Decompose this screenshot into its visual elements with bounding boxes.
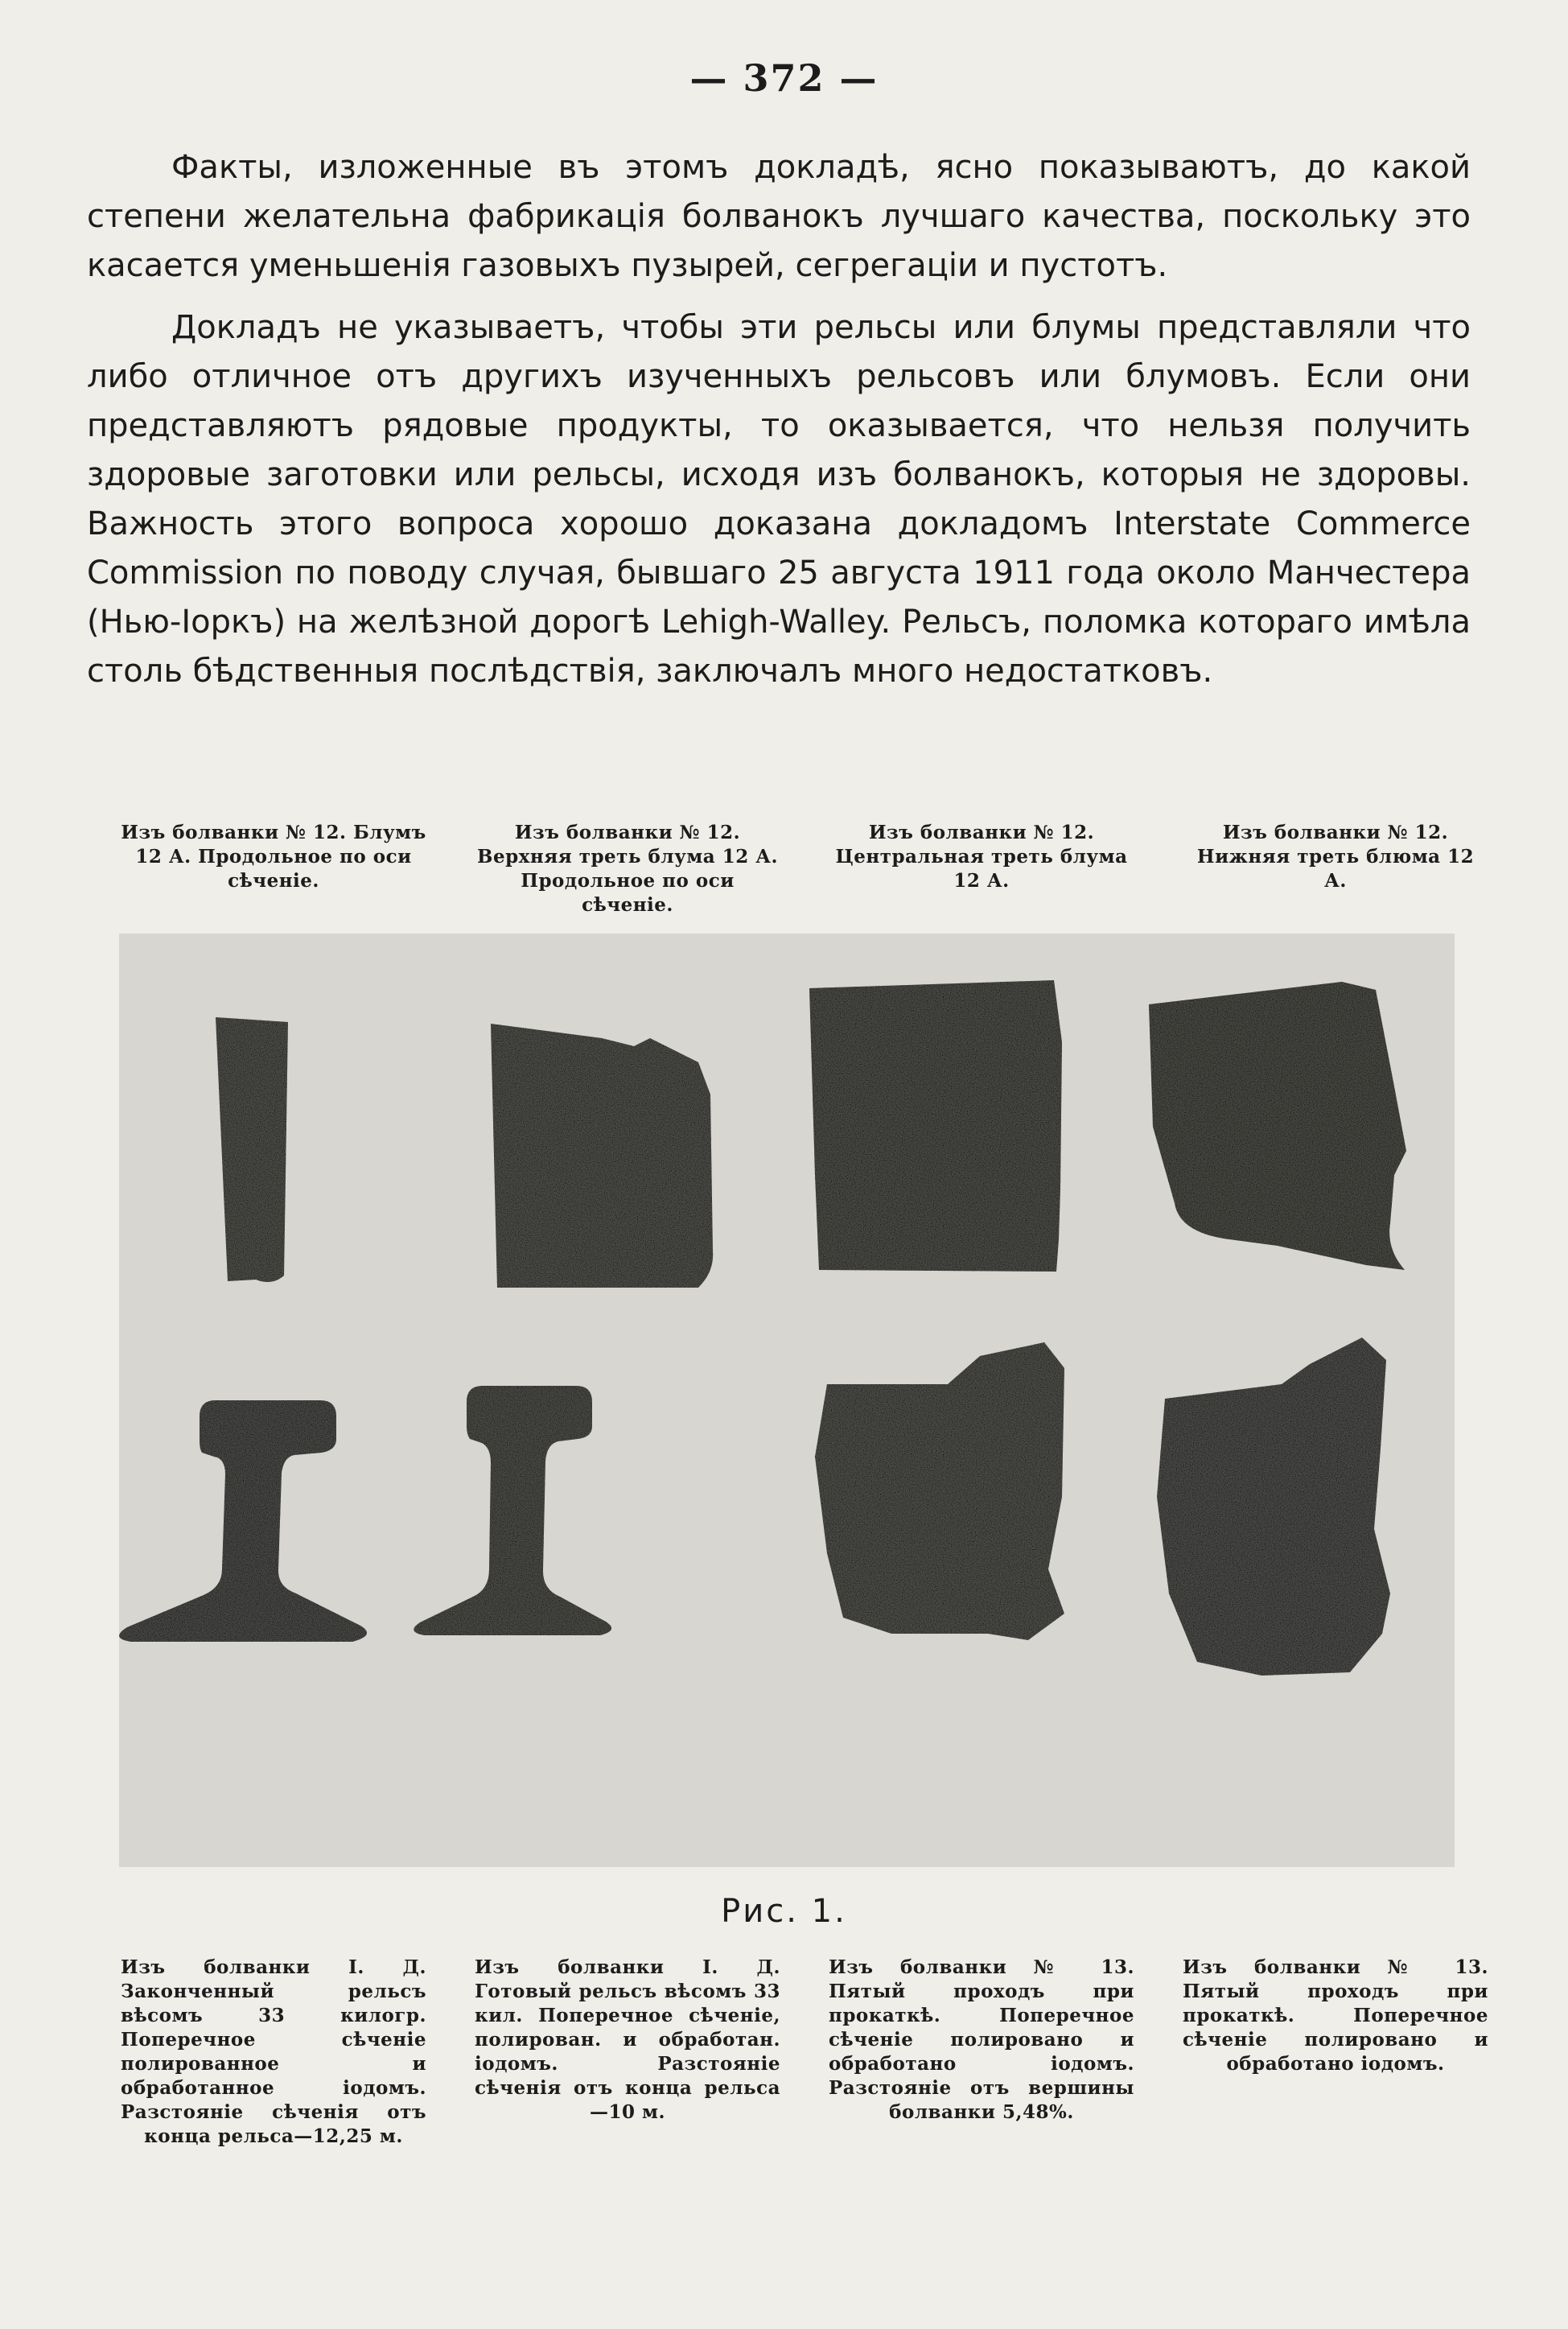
body-text <box>87 143 1471 709</box>
rail-section-finished <box>119 1400 367 1642</box>
figure-caption: Изъ болванки № 12. Центральная треть блума 12 А. <box>835 822 1128 892</box>
figure-label: Рис. 1. <box>721 1893 847 1930</box>
rail-section-fifth-pass-2 <box>1157 1338 1390 1676</box>
specimen-photographs <box>119 934 1455 1867</box>
figure-caption: Изъ болванки І. Д. Готовый рельсъ вѣсомъ 33 кил. Поперечное сѣченіе, полирован. и обработан. іодомъ. Разстояніе сѣченія отъ конца рельса—10 м. <box>475 1956 780 2123</box>
figure-caption: Изъ болванки № 13. Пятый проходъ при прокаткѣ. Поперечное сѣченіе полировано и обработано іодомъ. <box>1183 1956 1488 2075</box>
photo-plate <box>119 934 1455 1867</box>
bloom-section-center-third <box>809 980 1062 1272</box>
figure-caption: Изъ болванки № 12. Нижняя треть блюма 12 А. <box>1196 822 1475 892</box>
paragraph: Докладъ не указываетъ, чтобы эти рельсы или блумы представляли что либо отличное отъ другихъ изученныхъ рельсовъ или блумовъ. Если они представляютъ рядовые продукты, то оказывается, что нельзя получить здоровые заготовки или рельсы, исходя изъ болванокъ, которыя не здоровы. Важность этого вопроса хорошо доказана докладомъ Interstate Commerce Commission по поводу случая, бывшаго 25 августа 1911 года около Манчестера (Нью-Іоркъ) на желѣзной дорогѣ Lehigh-Walley. Рельсъ, поломка котораго имѣла столь бѣдственныя послѣдствія, заключалъ много недостатковъ. <box>87 309 1471 690</box>
figure-caption: Изъ болванки № 12. Блумъ 12 А. Продольное по оси сѣченіе. <box>121 822 426 892</box>
page-number: — 372 — <box>689 56 879 100</box>
bloom-section-upper-third <box>491 1024 713 1288</box>
rail-section-ready <box>414 1386 611 1635</box>
top-captions <box>121 821 1488 917</box>
bottom-captions <box>121 1956 1488 2149</box>
figure-caption: Изъ болванки І. Д. Законченный рельсъ вѣсомъ 33 килогр. Поперечное сѣченіе полированное и обработанное іодомъ. Разстояніе сѣченія отъ конца рельса—12,25 м. <box>121 1956 426 2147</box>
figure-caption: Изъ болванки № 13. Пятый проходъ при прокаткѣ. Поперечное сѣченіе полировано и обработано іодомъ. Разстояніе отъ вершины болванки 5,48%. <box>829 1956 1134 2123</box>
bloom-section-lower-third <box>1149 982 1406 1270</box>
figure-caption: Изъ болванки № 12. Верхняя треть блума 12 А. Продольное по оси сѣченіе. <box>477 822 778 916</box>
rail-section-fifth-pass <box>815 1342 1064 1640</box>
paragraph: Факты, изложенные въ этомъ докладѣ, ясно показываютъ, до какой степени желательна фабрикація болванокъ лучшаго качества, поскольку это касается уменьшенія газовыхъ пузырей, сегрегаціи и пустотъ. <box>87 149 1471 284</box>
bloom-section-full <box>216 1017 288 1282</box>
